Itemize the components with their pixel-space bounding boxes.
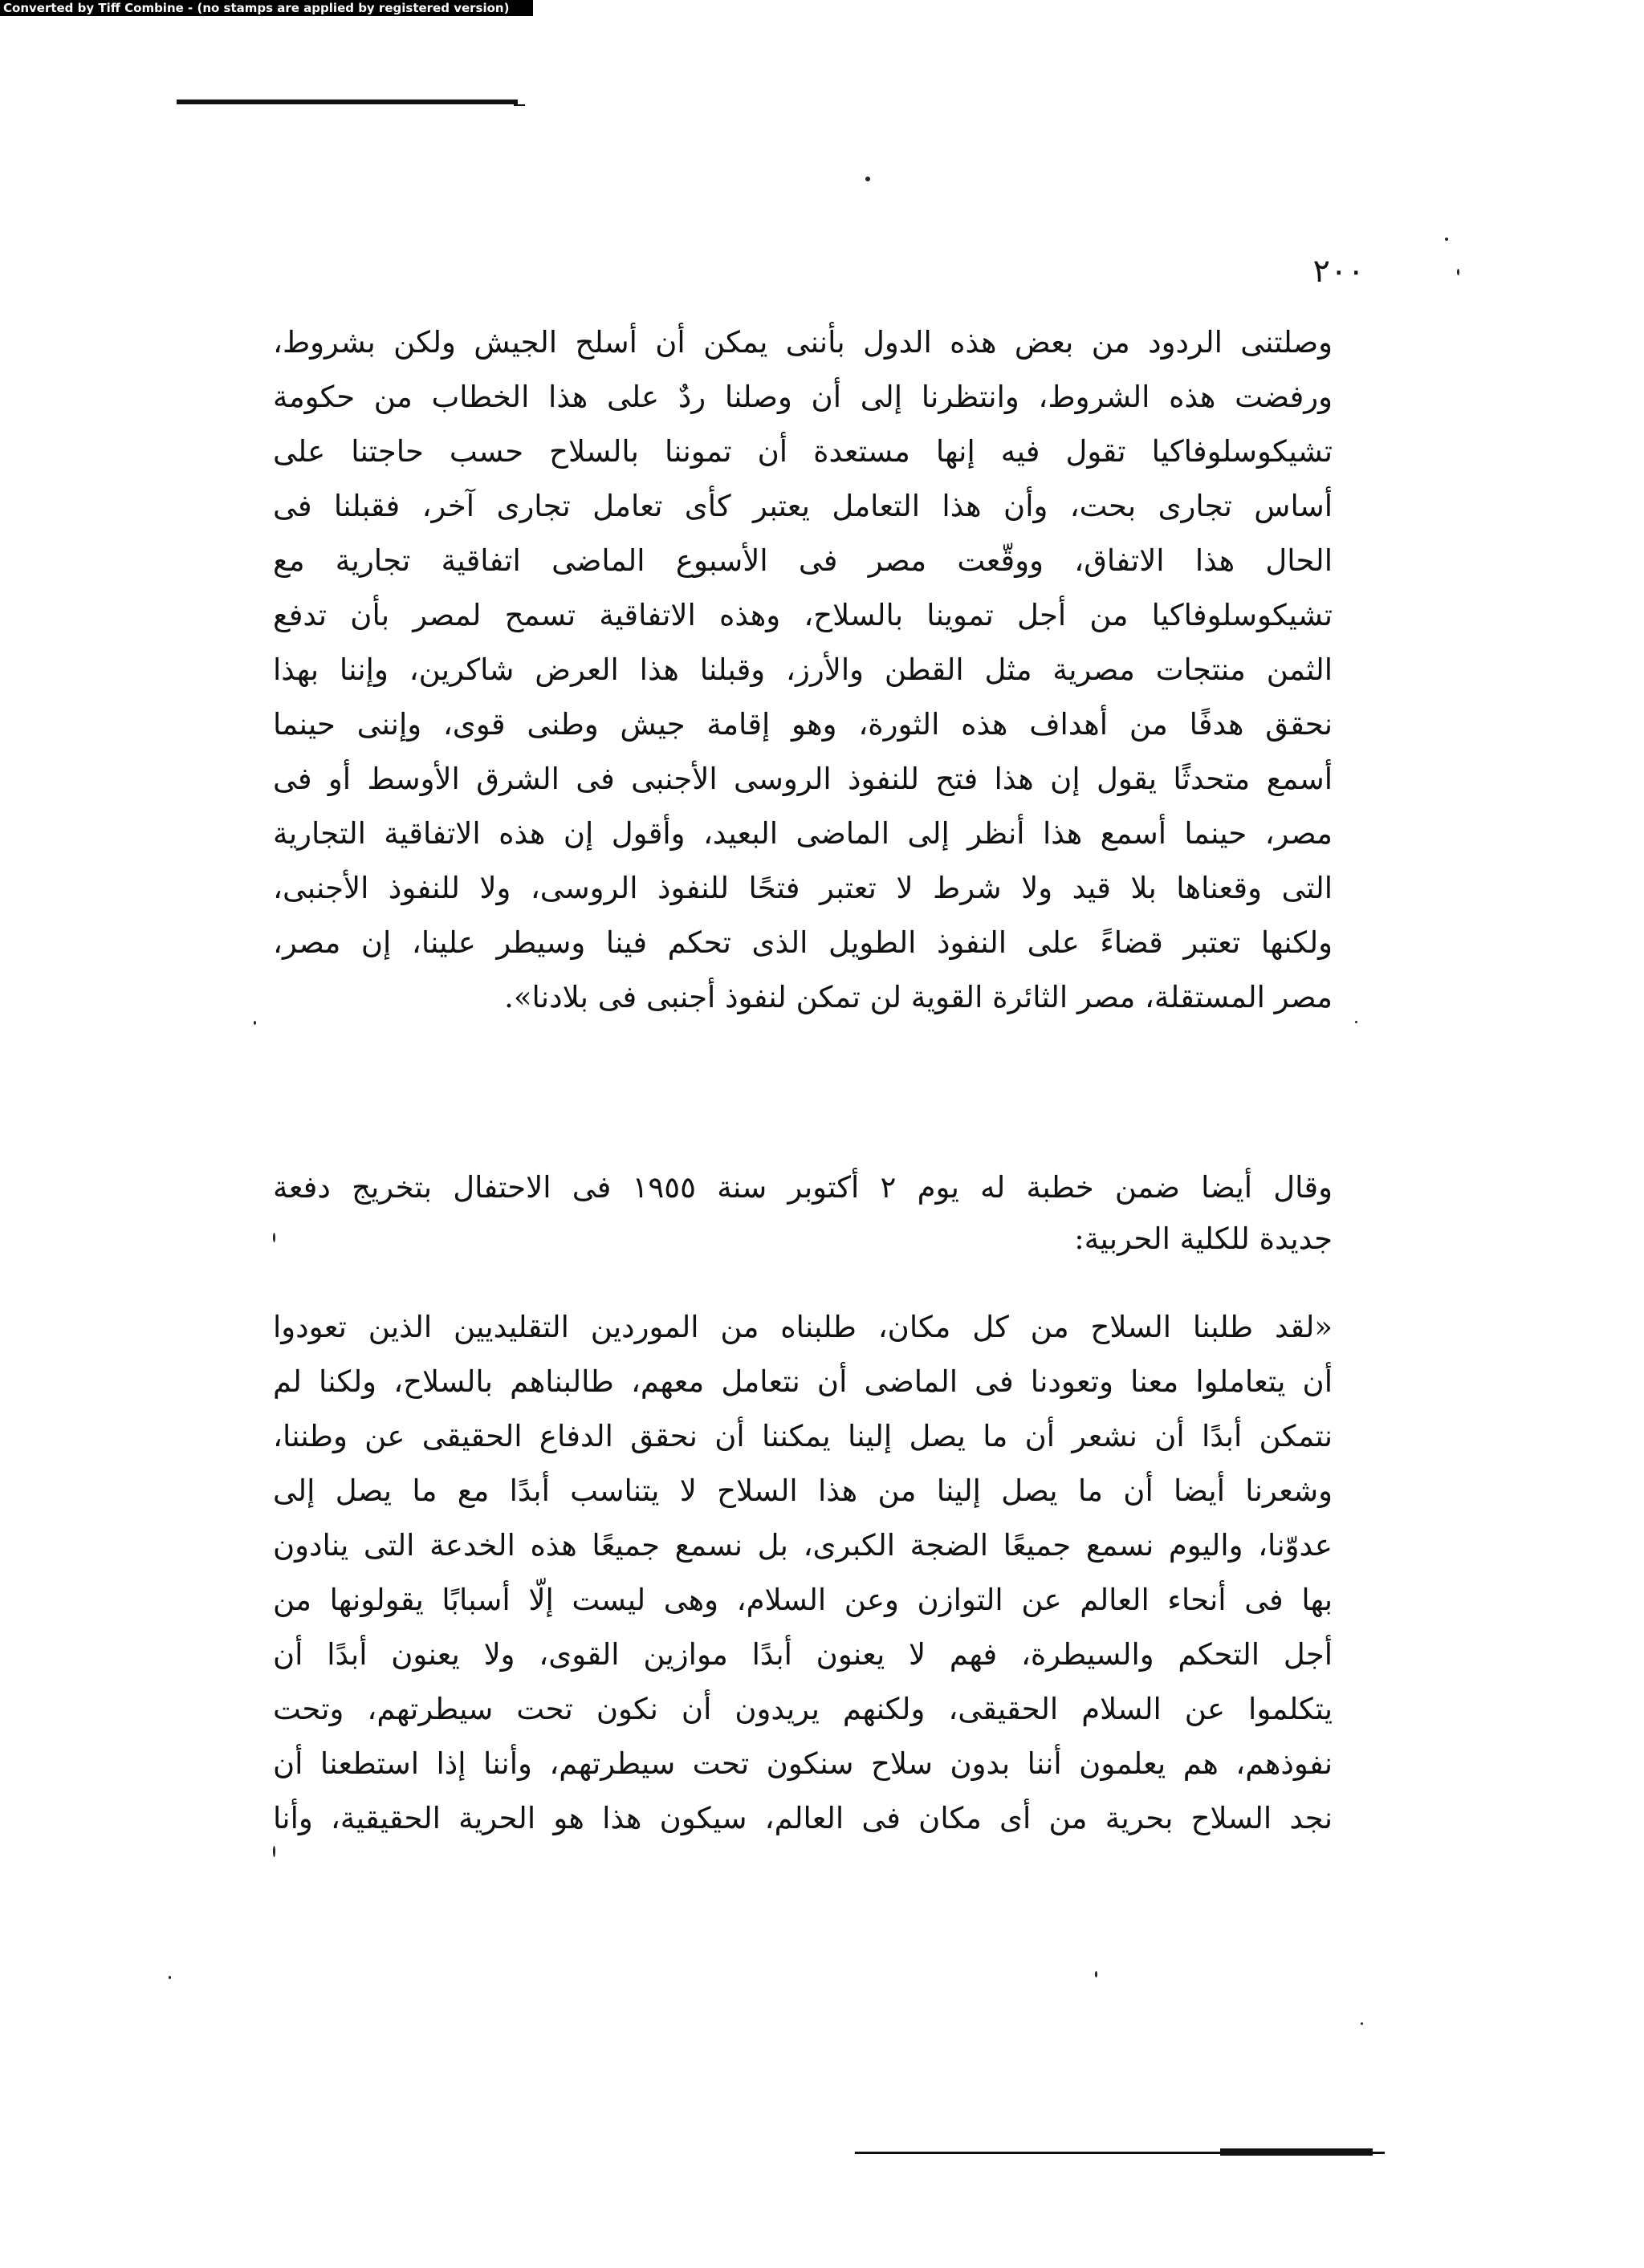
text-line: وصلتنى الردود من بعض هذه الدول بأننى يمكن أن أسلح الجيش ولكن بشروط، — [273, 325, 1333, 360]
scan-speck — [1445, 238, 1448, 241]
text-line: تشيكوسلوفاكيا من أجل تموينا بالسلاح، وهذه الاتفاقية تسمح لمصر بأن تدفع — [273, 598, 1333, 632]
text-line: ولكنها تعتبر قضاءً على النفوذ الطويل الذى تحكم فينا وسيطر علينا، إن مصر، — [273, 925, 1333, 960]
text-line: ورفضت هذه الشروط، وانتظرنا إلى أن وصلنا ردٌ على هذا الخطاب من حكومة — [273, 380, 1333, 414]
text-line: أسمع متحدثًا يقول إن هذا فتح للنفوذ الروسى الأجنبى فى الشرق الأوسط أو فى — [273, 762, 1333, 796]
text-line: نحقق هدفًا من أهداف هذه الثورة، وهو إقامة جيش وطنى قوى، وإننى حينما — [273, 707, 1333, 742]
bottom-rule-heavy — [1220, 2148, 1373, 2156]
text-line: يتكلموا عن السلام الحقيقى، ولكنهم يريدون أن نكون تحت سيطرتهم، وتحت — [273, 1692, 1333, 1726]
text-line: مصر المستقلة، مصر الثائرة القوية لن تمكن لنفوذ أجنبى فى بلادنا». — [504, 980, 1333, 1014]
text-line: وشعرنا أيضا أن ما يصل إلينا من هذا السلاح لا يتناسب أبدًا مع ما يصل إلى — [273, 1473, 1333, 1508]
text-line: تشيكوسلوفاكيا تقول فيه إنها مستعدة أن تموننا بالسلاح حسب حاجتنا على — [273, 434, 1333, 469]
text-line: عدوّنا، واليوم نسمع جميعًا الضجة الكبرى، بل نسمع جميعًا هذه الخدعة التى ينادون — [273, 1528, 1333, 1563]
text-line: نجد السلاح بحرية من أى مكان فى العالم، سيكون هذا هو الحرية الحقيقية، وأنا — [273, 1801, 1333, 1835]
text-line: أساس تجارى بحت، وأن هذا التعامل يعتبر كأى تعامل تجارى آخر، فقبلنا فى — [273, 489, 1333, 523]
converter-banner: Converted by Tiff Combine - (no stamps are applied by registered version) — [0, 0, 533, 16]
text-line: وقال أيضا ضمن خطبة له يوم ٢ أكتوبر سنة ١٩٥٥ فى الاحتفال بتخريج دفعة — [273, 1170, 1333, 1205]
text-line: مصر، حينما أسمع هذا أنظر إلى الماضى البعيد، وأقول إن هذه الاتفاقية التجارية — [273, 816, 1333, 851]
text-line: أجل التحكم والسيطرة، فهم لا يعنون أبدًا موازين القوى، ولا يعنون أبدًا أن — [273, 1637, 1333, 1672]
text-line: جديدة للكلية الحربية: — [1074, 1221, 1333, 1256]
scan-speck — [1457, 269, 1459, 275]
scan-speck — [169, 1976, 171, 1979]
scan-speck — [1355, 1021, 1357, 1023]
text-line: بها فى أنحاء العالم عن التوازن وعن السلام، وهى ليست إلّا أسبابًا يقولونها من — [273, 1583, 1333, 1617]
text-line: التى وقعناها بلا قيد ولا شرط لا تعتبر فتحًا للنفوذ الروسى، ولا للنفوذ الأجنبى، — [273, 871, 1333, 905]
scan-speck — [273, 1846, 275, 1857]
text-line: أن يتعاملوا معنا وتعودنا فى الماضى أن نتعامل معهم، طالبناهم بالسلاح، ولكنا لم — [273, 1364, 1333, 1399]
scan-speck — [1361, 2022, 1363, 2025]
text-line: الثمن منتجات مصرية مثل القطن والأرز، وقبلنا هذا العرض شاكرين، وإننا بهذا — [273, 652, 1333, 687]
page-number: ٢٠٠ — [1312, 253, 1365, 290]
text-line: «لقد طلبنا السلاح من كل مكان، طلبناه من الموردين التقليديين الذين تعودوا — [273, 1310, 1333, 1344]
text-line: نتمكن أبدًا أن نشعر أن ما يصل إلينا يمكننا أن نحقق الدفاع الحقيقى عن وطننا، — [273, 1419, 1333, 1453]
top-rule — [177, 100, 518, 104]
scan-speck — [865, 177, 870, 181]
paragraph-speech-intro — [273, 1162, 1333, 1265]
paragraph-speech-quote — [273, 1300, 1333, 1846]
top-rule-tail — [514, 104, 525, 106]
paragraph-quote-continuation — [273, 315, 1333, 1025]
scan-speck — [1095, 1971, 1097, 1977]
scan-speck — [254, 1021, 256, 1025]
text-line: الحال هذا الاتفاق، ووقّعت مصر فى الأسبوع الماضى اتفاقية تجارية مع — [273, 543, 1333, 578]
text-line: نفوذهم، هم يعلمون أننا بدون سلاح سنكون تحت سيطرتهم، وأننا إذا استطعنا أن — [273, 1746, 1333, 1781]
